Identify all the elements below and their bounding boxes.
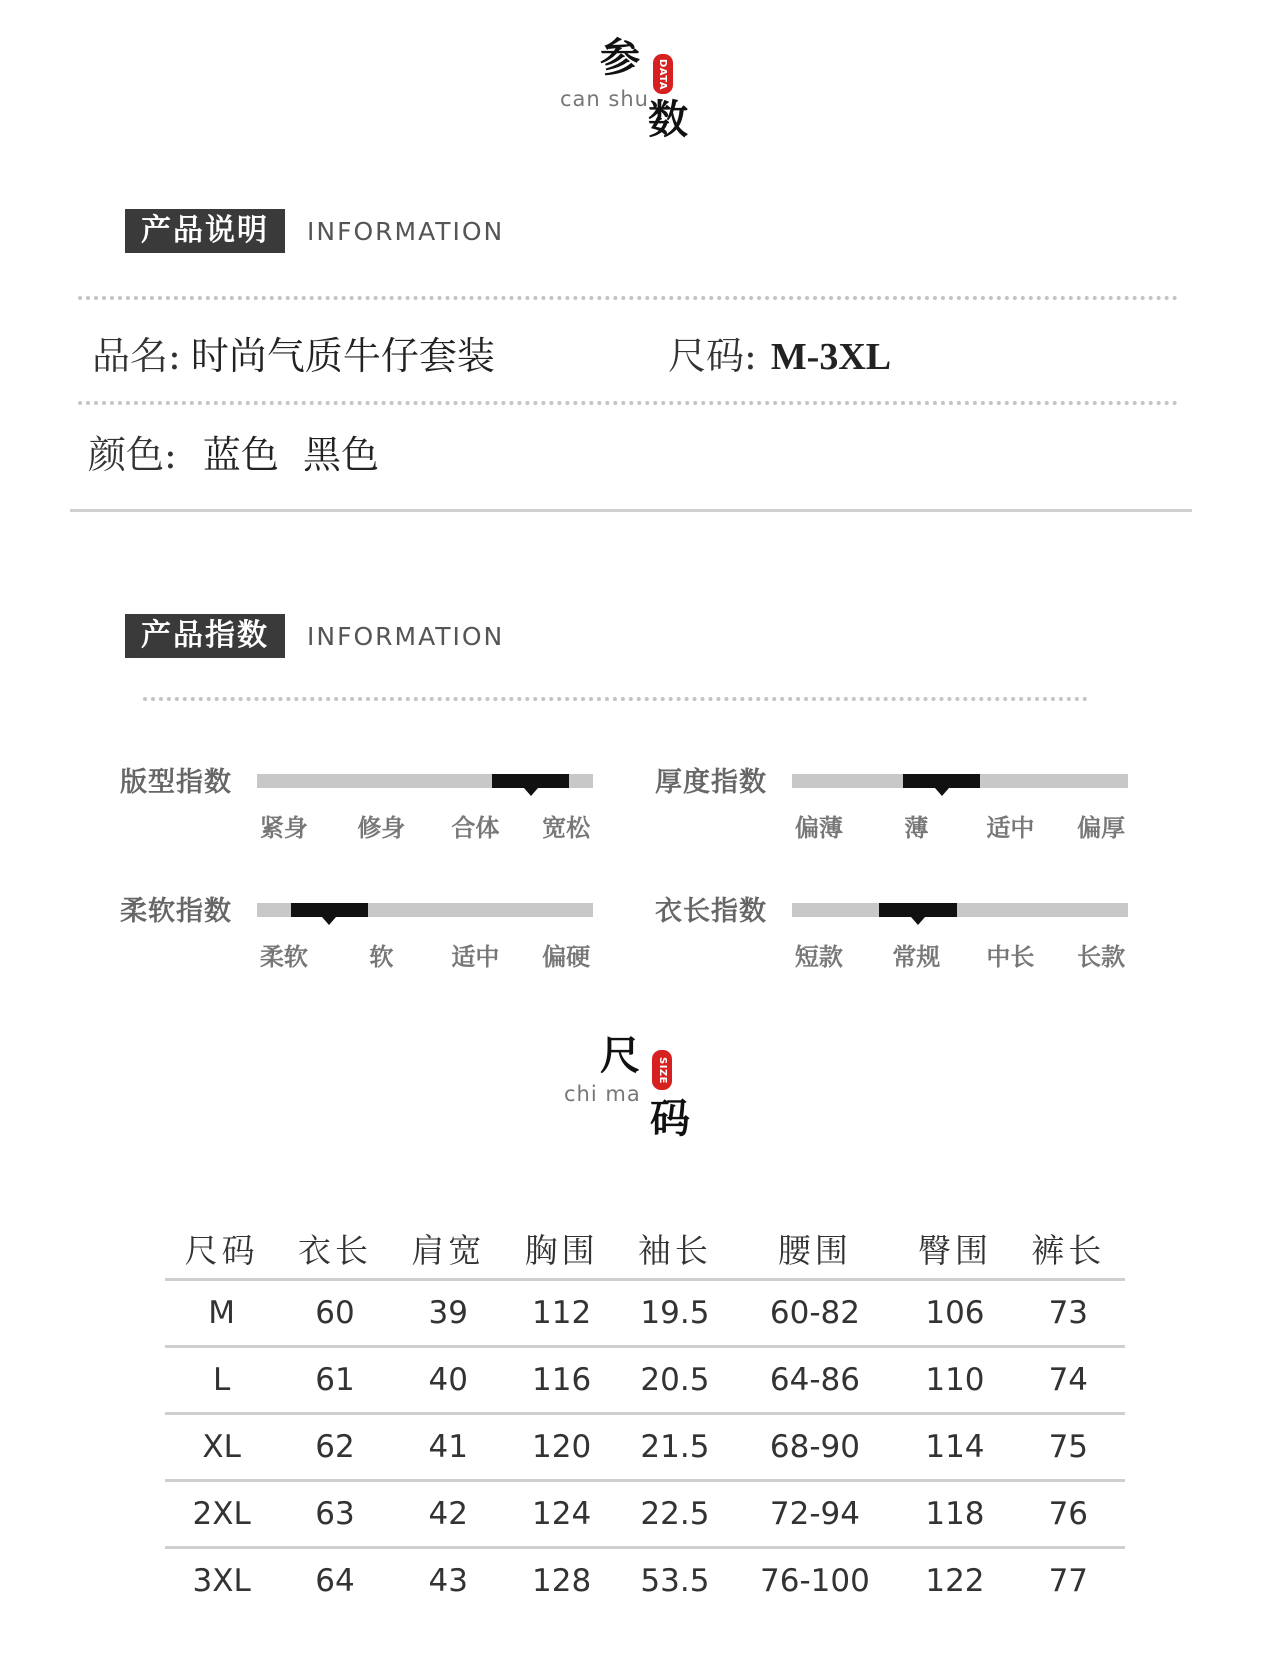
table-cell: 76-100 xyxy=(760,1563,870,1599)
table-cell: 118 xyxy=(898,1481,1011,1548)
table-cell: 106 xyxy=(898,1280,1011,1347)
product-size-row xyxy=(668,325,891,380)
index-option: 薄 xyxy=(904,814,929,842)
index-option: 偏硬 xyxy=(542,943,591,971)
index-option: 紧身 xyxy=(259,814,308,842)
index-option: 宽松 xyxy=(542,814,591,842)
index-marker xyxy=(903,774,980,788)
index-option: 适中 xyxy=(986,814,1035,842)
size-title xyxy=(564,1032,764,1166)
index-option: 中长 xyxy=(986,943,1035,971)
product-index-en: INFORMATION xyxy=(307,621,505,651)
table-row xyxy=(165,1280,1125,1347)
params-title-char-2: 数 xyxy=(648,96,688,143)
size-table-header-cell: 袖长 xyxy=(618,1218,731,1280)
size-table-header-cell: 衣长 xyxy=(278,1218,391,1280)
table-row xyxy=(165,1481,1125,1548)
index-label: 版型指数 xyxy=(120,767,232,798)
index-option: 软 xyxy=(369,943,394,971)
product-info-header xyxy=(125,209,504,253)
table-cell: XL xyxy=(165,1414,278,1481)
table-cell: 122 xyxy=(925,1563,985,1599)
table-cell: 42 xyxy=(392,1481,505,1548)
index-marker xyxy=(291,903,368,917)
table-row xyxy=(165,1414,1125,1481)
table-cell: 21.5 xyxy=(618,1414,731,1481)
table-cell: 72-94 xyxy=(732,1481,899,1548)
table-cell: 20.5 xyxy=(618,1347,731,1414)
size-table-header-cell: 裤长 xyxy=(1012,1218,1125,1280)
product-name-value: 时尚气质牛仔套装 xyxy=(190,334,495,378)
table-cell: 2XL xyxy=(165,1481,278,1548)
index-softness xyxy=(120,889,640,999)
table-cell: 64-86 xyxy=(732,1347,899,1414)
table-cell: 114 xyxy=(898,1414,1011,1481)
index-label: 衣长指数 xyxy=(655,896,767,927)
table-cell: 43 xyxy=(428,1563,468,1599)
size-table-header-cell: 臀围 xyxy=(898,1218,1011,1280)
product-name-row xyxy=(92,325,495,380)
index-label: 厚度指数 xyxy=(655,767,767,798)
size-title-char-1: 尺 xyxy=(600,1032,640,1079)
size-title-pinyin: chi ma xyxy=(564,1082,641,1106)
index-option: 柔软 xyxy=(259,943,308,971)
index-marker xyxy=(879,903,956,917)
table-cell: 60 xyxy=(278,1280,391,1347)
table-cell: 39 xyxy=(392,1280,505,1347)
table-cell: 110 xyxy=(898,1347,1011,1414)
params-title xyxy=(560,34,760,168)
table-cell: 74 xyxy=(1012,1347,1125,1414)
size-table xyxy=(165,1218,1125,1613)
index-track xyxy=(257,903,593,917)
table-cell: 68-90 xyxy=(732,1414,899,1481)
table-row xyxy=(165,1548,1125,1614)
table-cell: 73 xyxy=(1012,1280,1125,1347)
table-cell: 120 xyxy=(505,1414,618,1481)
table-cell: 60-82 xyxy=(732,1280,899,1347)
table-row xyxy=(165,1347,1125,1414)
table-cell: 3XL xyxy=(192,1563,251,1599)
divider-dotted xyxy=(143,697,1088,701)
size-table-header-cell: 胸围 xyxy=(505,1218,618,1280)
index-thickness xyxy=(655,760,1175,870)
table-cell: 61 xyxy=(278,1347,391,1414)
index-option: 修身 xyxy=(357,814,406,842)
table-cell: 116 xyxy=(505,1347,618,1414)
index-option: 长款 xyxy=(1077,943,1126,971)
index-option: 短款 xyxy=(794,943,843,971)
size-table-header-cell: 尺码 xyxy=(165,1218,278,1280)
size-title-seal-text: SIZE xyxy=(656,1056,668,1084)
params-title-seal xyxy=(653,54,673,94)
index-option: 适中 xyxy=(451,943,500,971)
index-marker xyxy=(492,774,569,788)
product-index-header xyxy=(125,614,504,658)
divider-solid xyxy=(70,509,1192,512)
params-title-char-1: 参 xyxy=(600,34,640,81)
index-track xyxy=(792,774,1128,788)
divider-dotted xyxy=(78,401,1178,405)
table-cell: 128 xyxy=(532,1563,592,1599)
product-info-en: INFORMATION xyxy=(307,216,505,246)
table-cell: 124 xyxy=(505,1481,618,1548)
table-cell: 77 xyxy=(1048,1563,1089,1599)
table-cell: 62 xyxy=(278,1414,391,1481)
index-option: 偏厚 xyxy=(1077,814,1126,842)
index-label: 柔软指数 xyxy=(120,896,232,927)
params-title-pinyin: can shu xyxy=(560,87,649,111)
product-color-value: 蓝色 黑色 xyxy=(202,433,379,477)
index-track xyxy=(792,903,1128,917)
table-cell: 22.5 xyxy=(618,1481,731,1548)
size-title-seal xyxy=(652,1050,672,1090)
table-cell: 75 xyxy=(1012,1414,1125,1481)
table-cell: 41 xyxy=(392,1414,505,1481)
table-cell: 40 xyxy=(392,1347,505,1414)
product-name-label: 品名: xyxy=(92,334,181,378)
index-length xyxy=(655,889,1175,999)
table-cell: L xyxy=(165,1347,278,1414)
table-cell: 63 xyxy=(278,1481,391,1548)
product-color-row xyxy=(88,424,379,479)
index-fit xyxy=(120,760,640,870)
table-cell: 64 xyxy=(315,1563,355,1599)
table-cell: 19.5 xyxy=(618,1280,731,1347)
table-cell: M xyxy=(165,1280,278,1347)
product-size-label: 尺码: xyxy=(668,334,757,378)
product-index-tag: 产品指数 xyxy=(125,614,285,658)
size-table-header-cell: 腰围 xyxy=(732,1218,899,1280)
product-color-label: 颜色: xyxy=(88,433,177,477)
params-title-seal-text: DATA xyxy=(657,58,669,90)
table-cell: 112 xyxy=(505,1280,618,1347)
product-size-value: M-3XL xyxy=(770,336,892,378)
size-table-header-cell: 肩宽 xyxy=(392,1218,505,1280)
index-option: 合体 xyxy=(451,814,500,842)
table-cell: 53.5 xyxy=(640,1563,710,1599)
index-option: 常规 xyxy=(892,943,941,971)
size-title-char-2: 码 xyxy=(650,1095,690,1142)
index-track xyxy=(257,774,593,788)
product-info-tag: 产品说明 xyxy=(125,209,285,253)
size-table-header xyxy=(165,1218,1125,1280)
index-option: 偏薄 xyxy=(794,814,843,842)
divider-dotted xyxy=(78,296,1178,300)
table-cell: 76 xyxy=(1012,1481,1125,1548)
